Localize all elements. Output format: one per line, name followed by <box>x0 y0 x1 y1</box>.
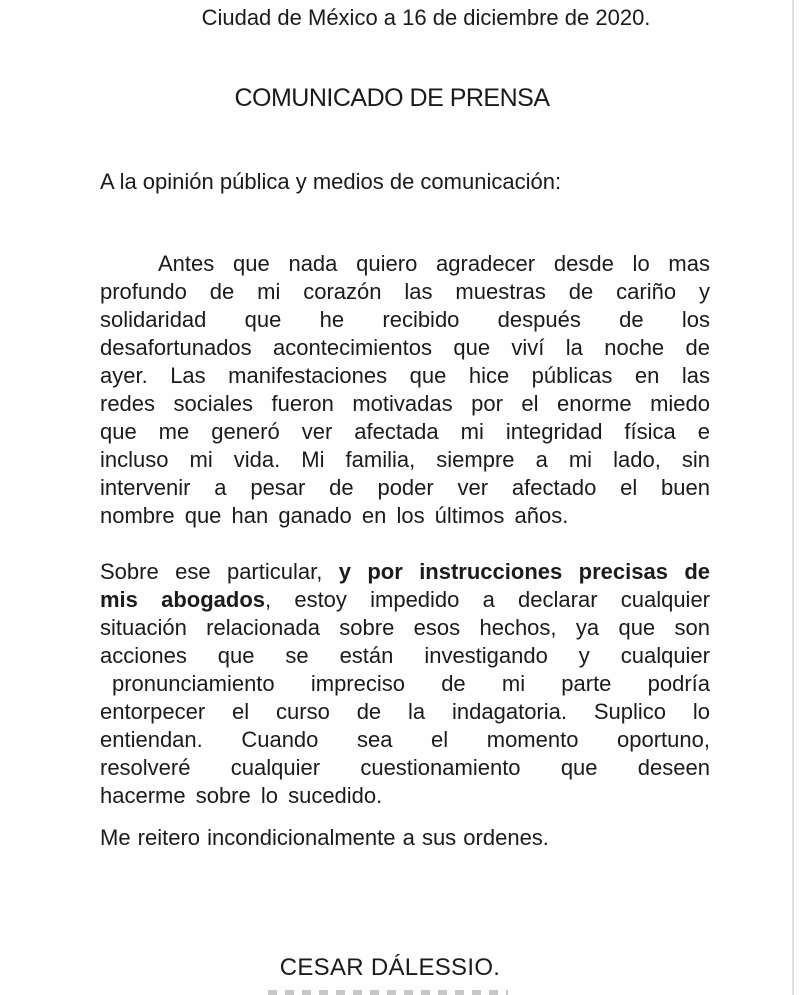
text-line <box>100 362 710 390</box>
text-segment: desafortunados acontecimientos que viví la noche de <box>100 335 710 360</box>
press-release-title: COMUNICADO DE PRENSA <box>234 84 550 112</box>
text-line <box>100 782 710 810</box>
text-segment: Sobre ese particular, <box>100 559 323 584</box>
text-segment: hacerme sobre lo sucedido. <box>100 783 383 808</box>
letter-content <box>100 0 710 982</box>
text-segment: resolveré cualquier cuestionamiento que deseen <box>100 755 710 780</box>
text-line <box>100 754 710 782</box>
text-segment: solidaridad que he recibido después de los <box>100 307 710 332</box>
text-segment: situación relacionada sobre esos hechos, ya que son <box>100 615 710 640</box>
text-segment: entiendan. Cuando sea el momento oportuno, <box>100 727 710 752</box>
text-segment: pronunciamiento impreciso de mi parte podría <box>112 671 710 696</box>
text-line <box>100 390 710 418</box>
paragraph-2 <box>100 558 710 810</box>
text-segment: Antes que nada quiero agradecer desde lo mas <box>158 251 710 276</box>
text-segment: Me reitero incondicionalmente a sus ordenes. <box>100 825 549 850</box>
text-segment: que me generó ver afectada mi integridad física e <box>100 419 710 444</box>
text-line <box>100 250 710 278</box>
text-line <box>100 474 710 502</box>
paragraph-1 <box>100 250 710 530</box>
text-line <box>100 334 710 362</box>
text-segment: ayer. Las manifestaciones que hice públicas en las <box>100 363 710 388</box>
text-segment: redes sociales fueron motivadas por el enorme miedo <box>100 391 710 416</box>
salutation: A la opinión pública y medios de comunicación: <box>100 169 562 194</box>
text-segment: acciones que se están investigando y cualquier <box>100 643 710 668</box>
cutoff-text-top <box>268 990 508 995</box>
text-line <box>100 502 710 530</box>
bold-text-segment: y por instrucciones precisas de <box>322 559 710 584</box>
text-segment: profundo de mi corazón las muestras de cariño y <box>100 279 710 304</box>
text-line <box>100 698 710 726</box>
text-line <box>100 726 710 754</box>
text-line <box>100 824 710 852</box>
text-line <box>100 418 710 446</box>
text-line <box>100 642 710 670</box>
text-segment: incluso mi vida. Mi familia, siempre a mi lado, sin <box>100 447 710 472</box>
text-segment: , estoy impedido a declarar cualquier <box>265 587 711 612</box>
date-line: Ciudad de México a 16 de diciembre de 2020. <box>201 5 651 30</box>
text-segment: intervenir a pesar de poder ver afectado el buen <box>100 475 710 500</box>
text-segment: nombre que han ganado en los últimos años. <box>100 503 569 528</box>
paragraphs <box>100 250 710 852</box>
text-line <box>100 446 710 474</box>
text-line <box>100 558 710 586</box>
paragraph-3 <box>100 824 710 852</box>
scan-edge-line <box>792 0 794 995</box>
text-line <box>100 670 710 698</box>
text-line <box>100 306 710 334</box>
bold-text-segment: mis abogados <box>100 587 266 612</box>
text-segment: entorpecer el curso de la indagatoria. Suplico lo <box>100 699 710 724</box>
text-line <box>100 278 710 306</box>
text-line <box>100 586 710 614</box>
text-line <box>100 614 710 642</box>
signature-name: CESAR DÁLESSIO. <box>279 954 501 981</box>
